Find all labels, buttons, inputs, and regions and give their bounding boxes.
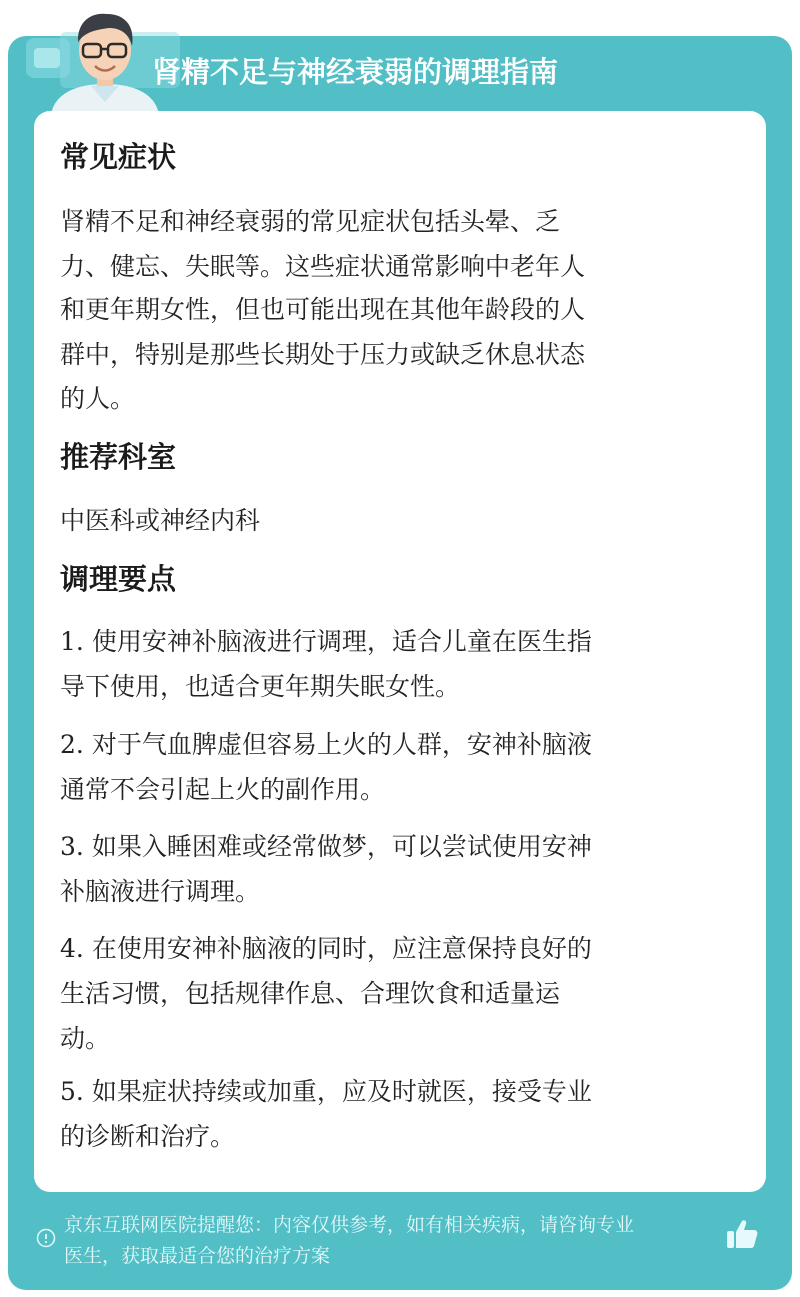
tip-text: 生活习惯，包括规律作息、合理饮食和适量运 <box>60 979 561 1008</box>
section-title-tips: 调理要点 <box>60 562 177 596</box>
tip-text: 如果症状持续或加重，应及时就医，接受专业 <box>91 1077 592 1106</box>
tip-text: 导下使用，也适合更年期失眠女性。 <box>60 672 461 701</box>
symptoms-line: 肾精不足和神经衰弱的常见症状包括头晕、乏 <box>60 207 561 236</box>
thumbs-up-icon[interactable] <box>724 1216 760 1252</box>
section-title-department: 推荐科室 <box>60 440 177 474</box>
tip-item-5 <box>60 1069 732 1159</box>
doctor-avatar-icon <box>45 6 165 114</box>
tip-text: 补脑液进行调理。 <box>60 877 261 906</box>
tip-item-4 <box>60 926 732 1061</box>
tip-item-3 <box>60 824 732 914</box>
tip-number: 3. <box>60 832 84 861</box>
tip-text: 的诊断和治疗。 <box>60 1122 236 1151</box>
symptoms-line: 和更年期女性，但也可能出现在其他年龄段的人 <box>60 295 586 324</box>
footer-line: 京东互联网医院提醒您：内容仅供参考，如有相关疾病，请咨询专业 <box>64 1214 635 1236</box>
footer-line: 医生，获取最适合您的治疗方案 <box>64 1245 331 1267</box>
tip-item-2 <box>60 722 732 812</box>
tip-text: 使用安神补脑液进行调理，适合儿童在医生指 <box>91 627 592 656</box>
department-text: 中医科或神经内科 <box>60 506 261 535</box>
footer-disclaimer <box>64 1210 724 1272</box>
tip-number: 4. <box>60 934 84 963</box>
tip-text: 如果入睡困难或经常做梦，可以尝试使用安神 <box>91 832 592 861</box>
symptoms-line: 群中，特别是那些长期处于压力或缺乏休息状态 <box>60 340 586 369</box>
tip-text: 动。 <box>60 1024 111 1053</box>
symptoms-line: 的人。 <box>60 384 136 413</box>
content-card <box>34 111 766 1192</box>
tip-number: 1. <box>60 627 84 656</box>
tip-text: 对于气血脾虚但容易上火的人群，安神补脑液 <box>91 730 592 759</box>
tip-text: 在使用安神补脑液的同时，应注意保持良好的 <box>91 934 592 963</box>
info-icon <box>36 1228 56 1248</box>
page-title: 肾精不足与神经衰弱的调理指南 <box>152 55 559 89</box>
tip-number: 2. <box>60 730 84 759</box>
tip-number: 5. <box>60 1077 84 1106</box>
tip-text: 通常不会引起上火的副作用。 <box>60 775 386 804</box>
section-title-symptoms: 常见症状 <box>60 140 177 174</box>
symptoms-line: 力、健忘、失眠等。这些症状通常影响中老年人 <box>60 252 586 281</box>
tip-item-1 <box>60 619 732 709</box>
